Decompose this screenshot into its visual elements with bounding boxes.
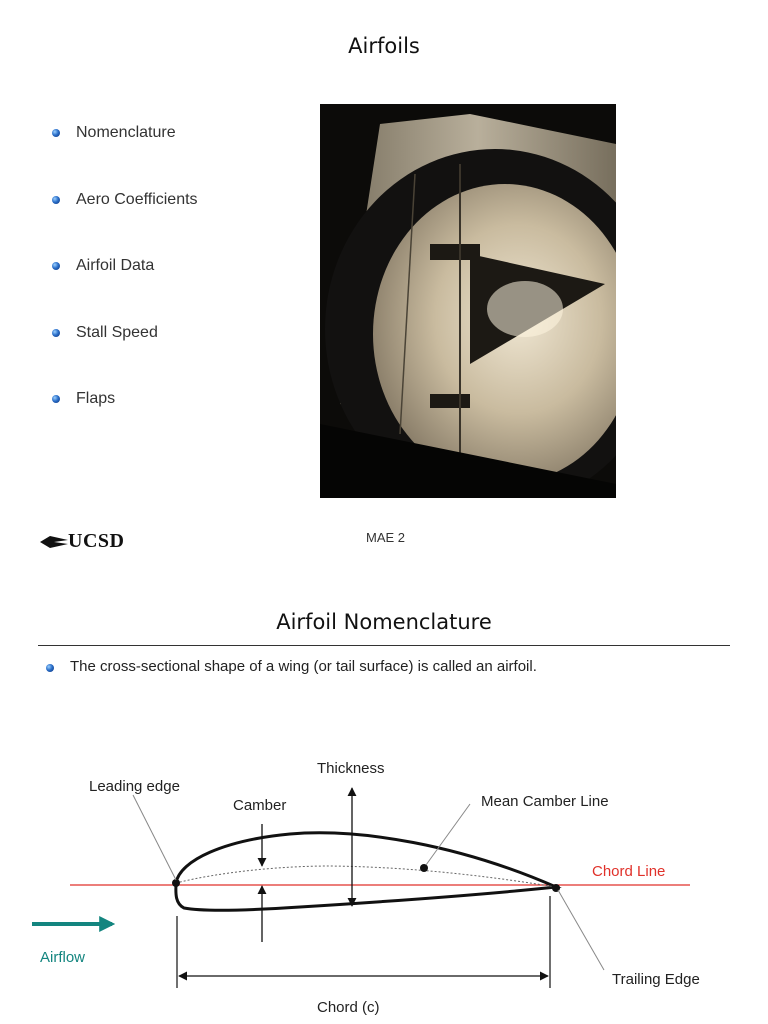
- bullet-list: [50, 122, 198, 455]
- bullet-icon: [52, 129, 60, 137]
- logo-text: UCSD: [68, 530, 125, 552]
- label-thickness: Thickness: [317, 760, 385, 777]
- trailing-edge-leader: [558, 890, 604, 970]
- label-leading-edge: Leading edge: [89, 778, 180, 795]
- bullet-icon: [52, 329, 60, 337]
- bullet-text: Aero Coefficients: [76, 190, 198, 208]
- label-trailing-edge: Trailing Edge: [612, 971, 700, 988]
- bullet-icon: [52, 262, 60, 270]
- bullet-text: Airfoil Data: [76, 257, 155, 274]
- slide-airfoil-nomenclature: [0, 590, 768, 1024]
- mean-camber-curve: [176, 866, 556, 887]
- airfoil-outline: [176, 833, 556, 910]
- slide-title: Airfoils: [348, 34, 420, 58]
- bullet-icon: [52, 196, 60, 204]
- slide-title: Airfoil Nomenclature: [276, 610, 492, 634]
- course-label: MAE 2: [366, 530, 406, 545]
- label-mean-camber-line: Mean Camber Line: [481, 793, 609, 810]
- bullet-item: [50, 322, 198, 389]
- label-chord-line: Chord Line: [592, 863, 666, 880]
- leading-edge-point: [172, 879, 180, 887]
- leading-edge-leader: [133, 795, 176, 880]
- bullet-item: [50, 122, 198, 189]
- mean-camber-leader: [426, 804, 470, 865]
- bullet-item: [50, 255, 198, 322]
- bullet-text: Nomenclature: [76, 124, 176, 141]
- trident-icon: [40, 534, 68, 550]
- label-camber: Camber: [233, 797, 287, 814]
- aircraft-tail-photo: [320, 104, 616, 498]
- label-chord: Chord (c): [317, 999, 380, 1016]
- label-airflow: Airflow: [40, 949, 86, 966]
- bullet-icon: [52, 395, 60, 403]
- ucsd-logo: [40, 530, 124, 553]
- camber-point: [420, 864, 428, 872]
- bullet-text: Stall Speed: [76, 323, 158, 341]
- intro-text: The cross-sectional shape of a wing (or tail surface) is called an airfoil.: [70, 658, 537, 675]
- bullet-item: [50, 388, 198, 455]
- bullet-text: Flaps: [76, 390, 116, 407]
- airfoil-diagram: [0, 590, 768, 1024]
- bullet-item: [50, 189, 198, 256]
